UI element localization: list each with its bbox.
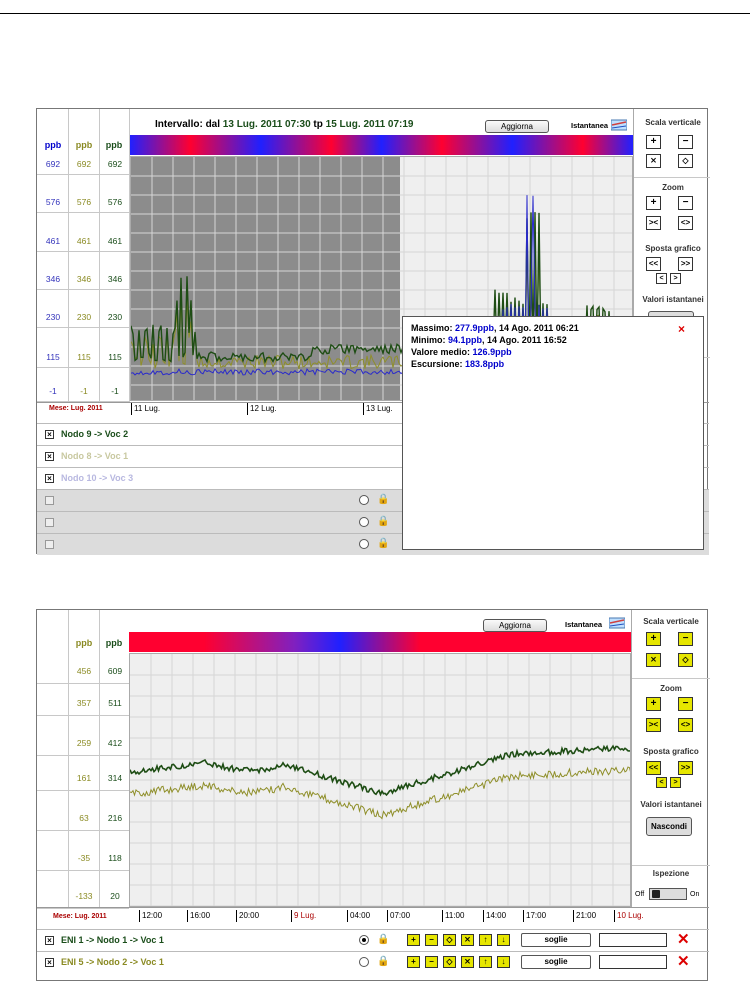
snapshot-label: Istantanea <box>571 121 609 130</box>
stat-label: Massimo: <box>411 323 453 333</box>
series-scale-plus-button[interactable]: + <box>407 934 420 946</box>
inspection-off-label: Off <box>635 891 645 898</box>
scale-compress-button[interactable]: ⨯ <box>646 154 661 168</box>
axis-tick-label: 118 <box>108 853 122 863</box>
series-up-button[interactable]: ↑ <box>479 934 492 946</box>
side-divider <box>632 678 710 679</box>
move-chart-title: Sposta grafico <box>643 747 699 756</box>
stats-popup <box>402 316 704 550</box>
axis-tick-label: 230 <box>45 312 61 322</box>
scale-minus-button[interactable]: − <box>678 632 693 646</box>
series-compress-button[interactable]: ⨯ <box>461 956 474 968</box>
inspection-toggle[interactable] <box>649 888 687 900</box>
axis-header-1: ppb <box>75 638 93 648</box>
stat-label: Minimo: <box>411 335 446 345</box>
lock-icon: 🔒 <box>377 538 390 549</box>
series-scale-plus-button[interactable]: + <box>407 956 420 968</box>
axis-row-line <box>37 327 130 328</box>
stat-value: 94.1ppb <box>448 335 483 345</box>
series-compress-button[interactable]: ⨯ <box>461 934 474 946</box>
series-down-button[interactable]: ↓ <box>497 956 510 968</box>
axis-col-divider <box>68 109 69 402</box>
inspection-title: Ispezione <box>652 869 690 878</box>
stat-range <box>411 359 695 371</box>
axis-tick-label: 230 <box>107 312 123 322</box>
series-scale-minus-button[interactable]: − <box>425 956 438 968</box>
chart-lines-2 <box>130 654 631 907</box>
thresholds-button[interactable]: soglie <box>521 955 591 969</box>
stat-label: Escursione: <box>411 359 463 369</box>
stat-min <box>411 335 695 347</box>
move-far-left-button[interactable]: << <box>646 761 661 775</box>
series-value-field[interactable] <box>599 955 667 969</box>
axis-tick-label: 609 <box>107 666 123 676</box>
axis-tick-label: 63 <box>79 813 89 823</box>
x-tick-label: 9 Lug. <box>291 910 316 922</box>
stat-max <box>411 323 695 335</box>
interval-date-to: 15 Lug. 2011 07:19 <box>325 119 414 130</box>
stat-label: Valore medio: <box>411 347 471 357</box>
series-checkbox[interactable]: × <box>45 430 54 439</box>
axis-tick-label: 456 <box>76 666 92 676</box>
x-tick-label: 16:00 <box>187 910 210 922</box>
interval-prefix: Intervallo: dal <box>155 119 221 130</box>
axis-tick-label: 161 <box>76 773 92 783</box>
axis-tick-label: 461 <box>107 236 123 246</box>
series-label: ENI 5 -> Nodo 2 -> Voc 1 <box>61 957 164 967</box>
series-row[interactable] <box>37 929 709 951</box>
remove-series-icon[interactable]: ✕ <box>677 953 690 970</box>
series-label: Nodo 8 -> Voc 1 <box>61 451 129 461</box>
inspection-on-label: On <box>690 891 700 898</box>
x-tick-label: 11:00 <box>442 910 464 922</box>
interval-date-from: 13 Lug. 2011 07:30 <box>222 119 311 130</box>
axis-tick-label: 346 <box>107 274 123 284</box>
axis-row-line <box>37 830 129 831</box>
hide-button[interactable]: Nascondi <box>646 817 692 836</box>
axis-tick-label: 20 <box>110 891 120 901</box>
x-tick-label: 21:00 <box>573 910 596 922</box>
zoom-out-button[interactable]: − <box>678 196 693 210</box>
series-radio[interactable] <box>359 957 369 967</box>
series-expand-button[interactable]: ◇ <box>443 934 456 946</box>
lock-icon: 🔒 <box>377 494 390 505</box>
scale-minus-button[interactable]: − <box>678 135 693 149</box>
series-checkbox[interactable]: × <box>45 474 54 483</box>
zoom-widen-button[interactable]: <> <box>678 216 693 230</box>
axis-header-1: ppb <box>44 140 62 150</box>
series-row[interactable] <box>37 951 709 973</box>
axis-tick-label: 259 <box>76 738 92 748</box>
axis-row-line <box>37 212 130 213</box>
axis-tick-label: 346 <box>45 274 61 284</box>
move-right-button[interactable]: > <box>670 777 681 788</box>
axis-row-line <box>37 908 129 909</box>
series-line-dark-green <box>130 746 631 795</box>
update-button[interactable]: Aggiorna <box>483 619 547 632</box>
axis-tick-label: 357 <box>76 698 92 708</box>
axis-col-divider <box>99 109 100 402</box>
x-tick-label: 20:00 <box>236 910 259 922</box>
axis-tick-label: -1 <box>49 386 57 396</box>
lock-icon: 🔒 <box>377 934 390 945</box>
stat-date: , 14 Ago. 2011 06:21 <box>494 323 579 333</box>
move-far-left-button[interactable]: << <box>646 257 661 271</box>
axis-tick-label: 230 <box>76 312 92 322</box>
series-radio[interactable] <box>359 495 369 505</box>
remove-series-icon[interactable]: ✕ <box>677 931 690 948</box>
series-down-button[interactable]: ↓ <box>497 934 510 946</box>
axis-row-line <box>37 683 129 684</box>
axis-tick-label: 412 <box>107 738 123 748</box>
stat-value: 126.9ppb <box>472 347 512 357</box>
axis-tick-label: -1 <box>111 386 119 396</box>
axis-tick-label: -35 <box>77 853 91 863</box>
chart-panel-2 <box>36 609 708 981</box>
axis-tick-label: -1 <box>80 386 88 396</box>
series-checkbox[interactable] <box>45 540 54 549</box>
series-checkbox[interactable]: × <box>45 936 54 945</box>
scale-expand-button[interactable]: ◇ <box>678 154 693 168</box>
axis-tick-label: 115 <box>46 352 60 362</box>
side-divider <box>632 865 710 866</box>
series-value-field[interactable] <box>599 933 667 947</box>
color-scale-bar <box>129 632 631 652</box>
series-radio[interactable] <box>359 539 369 549</box>
move-right-button[interactable]: > <box>670 273 681 284</box>
move-left-button[interactable]: < <box>656 273 667 284</box>
interval-header <box>155 119 414 130</box>
axis-row-line <box>37 715 129 716</box>
zoom-narrow-button[interactable]: >< <box>646 718 661 732</box>
zoom-widen-button[interactable]: <> <box>678 718 693 732</box>
scale-expand-button[interactable]: ◇ <box>678 653 693 667</box>
axis-tick-label: 576 <box>45 197 61 207</box>
x-tick-label: 13 Lug. <box>363 403 393 415</box>
axis-tick-label: 115 <box>77 352 91 362</box>
stat-value: 277.9ppb <box>455 323 495 333</box>
series-checkbox[interactable] <box>45 496 54 505</box>
interval-connector: tp <box>313 119 323 130</box>
axis-row-line <box>37 174 130 175</box>
side-divider <box>634 177 710 178</box>
move-chart-title: Sposta grafico <box>645 244 701 253</box>
series-checkbox[interactable]: × <box>45 452 54 461</box>
series-radio[interactable] <box>359 517 369 527</box>
month-label: Mese: Lug. 2011 <box>53 913 107 920</box>
series-label: ENI 1 -> Nodo 1 -> Voc 1 <box>61 935 164 945</box>
axis-row-line <box>37 289 130 290</box>
axis-row-line <box>37 790 129 791</box>
scale-plus-button[interactable]: + <box>646 135 661 149</box>
move-far-right-button[interactable]: >> <box>678 257 693 271</box>
instant-values-title: Valori istantanei <box>640 800 702 809</box>
zoom-in-button[interactable]: + <box>646 697 661 711</box>
x-tick-label: 10 Lug. <box>614 910 644 922</box>
x-tick-label: 12:00 <box>139 910 162 922</box>
x-tick-label: 04:00 <box>347 910 370 922</box>
stat-average <box>411 347 695 359</box>
axis-tick-label: 576 <box>76 197 92 207</box>
axis-col-divider <box>68 610 69 907</box>
series-label: Nodo 9 -> Voc 2 <box>61 429 129 439</box>
axis-row-line <box>37 870 129 871</box>
stat-value: 183.8ppb <box>465 359 505 369</box>
series-checkbox[interactable] <box>45 518 54 527</box>
x-tick-label: 14:00 <box>483 910 506 922</box>
series-label: Nodo 10 -> Voc 3 <box>61 473 134 483</box>
zoom-narrow-button[interactable]: >< <box>646 216 661 230</box>
zoom-in-button[interactable]: + <box>646 196 661 210</box>
zoom-title: Zoom <box>662 183 684 192</box>
axis-tick-label: -133 <box>75 891 93 901</box>
snapshot-icon[interactable] <box>611 118 627 131</box>
popup-close-icon[interactable]: × <box>677 322 685 336</box>
scale-compress-button[interactable]: ⨯ <box>646 653 661 667</box>
update-button[interactable]: Aggiorna <box>485 120 549 133</box>
instant-values-title: Valori istantanei <box>642 295 704 304</box>
x-tick-label: 12 Lug. <box>247 403 277 415</box>
axis-row-line <box>37 251 130 252</box>
x-axis-rule <box>37 907 709 908</box>
color-scale-bar <box>130 135 633 155</box>
axis-tick-label: 692 <box>45 159 61 169</box>
move-far-right-button[interactable]: >> <box>678 761 693 775</box>
axis-col-divider <box>99 610 100 907</box>
axis-tick-label: 346 <box>76 274 92 284</box>
axis-header-3: ppb <box>105 140 123 150</box>
series-checkbox[interactable]: × <box>45 958 54 967</box>
stat-date: , 14 Ago. 2011 16:52 <box>482 335 567 345</box>
axis-header-2: ppb <box>75 140 93 150</box>
page-top-rule <box>0 13 750 14</box>
x-tick-label: 17:00 <box>523 910 546 922</box>
thresholds-button[interactable]: soglie <box>521 933 591 947</box>
snapshot-label: Istantanea <box>565 620 603 629</box>
lock-icon: 🔒 <box>377 956 390 967</box>
axis-tick-label: 461 <box>45 236 61 246</box>
lock-icon: 🔒 <box>377 516 390 527</box>
axis-header-2: ppb <box>105 638 123 648</box>
plot-area-2[interactable] <box>129 653 631 907</box>
zoom-out-button[interactable]: − <box>678 697 693 711</box>
axis-tick-label: 692 <box>76 159 92 169</box>
axis-row-line <box>37 755 129 756</box>
scale-plus-button[interactable]: + <box>646 632 661 646</box>
series-scale-minus-button[interactable]: − <box>425 934 438 946</box>
series-radio[interactable] <box>359 935 369 945</box>
snapshot-icon[interactable] <box>609 616 625 629</box>
vertical-scale-title: Scala verticale <box>643 617 699 626</box>
x-tick-label: 07:00 <box>387 910 410 922</box>
side-controls-2 <box>631 610 709 907</box>
x-tick-label: 11 Lug. <box>131 403 160 415</box>
zoom-title: Zoom <box>660 684 682 693</box>
axis-tick-label: 314 <box>107 773 123 783</box>
series-expand-button[interactable]: ◇ <box>443 956 456 968</box>
axis-tick-label: 216 <box>107 813 123 823</box>
vertical-scale-title: Scala verticale <box>645 118 701 127</box>
axis-tick-label: 461 <box>76 236 92 246</box>
series-up-button[interactable]: ↑ <box>479 956 492 968</box>
axis-tick-label: 692 <box>107 159 123 169</box>
axis-tick-label: 115 <box>108 352 122 362</box>
axis-row-line <box>37 367 130 368</box>
axis-tick-label: 576 <box>107 197 123 207</box>
axis-tick-label: 511 <box>108 698 122 708</box>
month-label: Mese: Lug. 2011 <box>49 405 103 412</box>
move-left-button[interactable]: < <box>656 777 667 788</box>
